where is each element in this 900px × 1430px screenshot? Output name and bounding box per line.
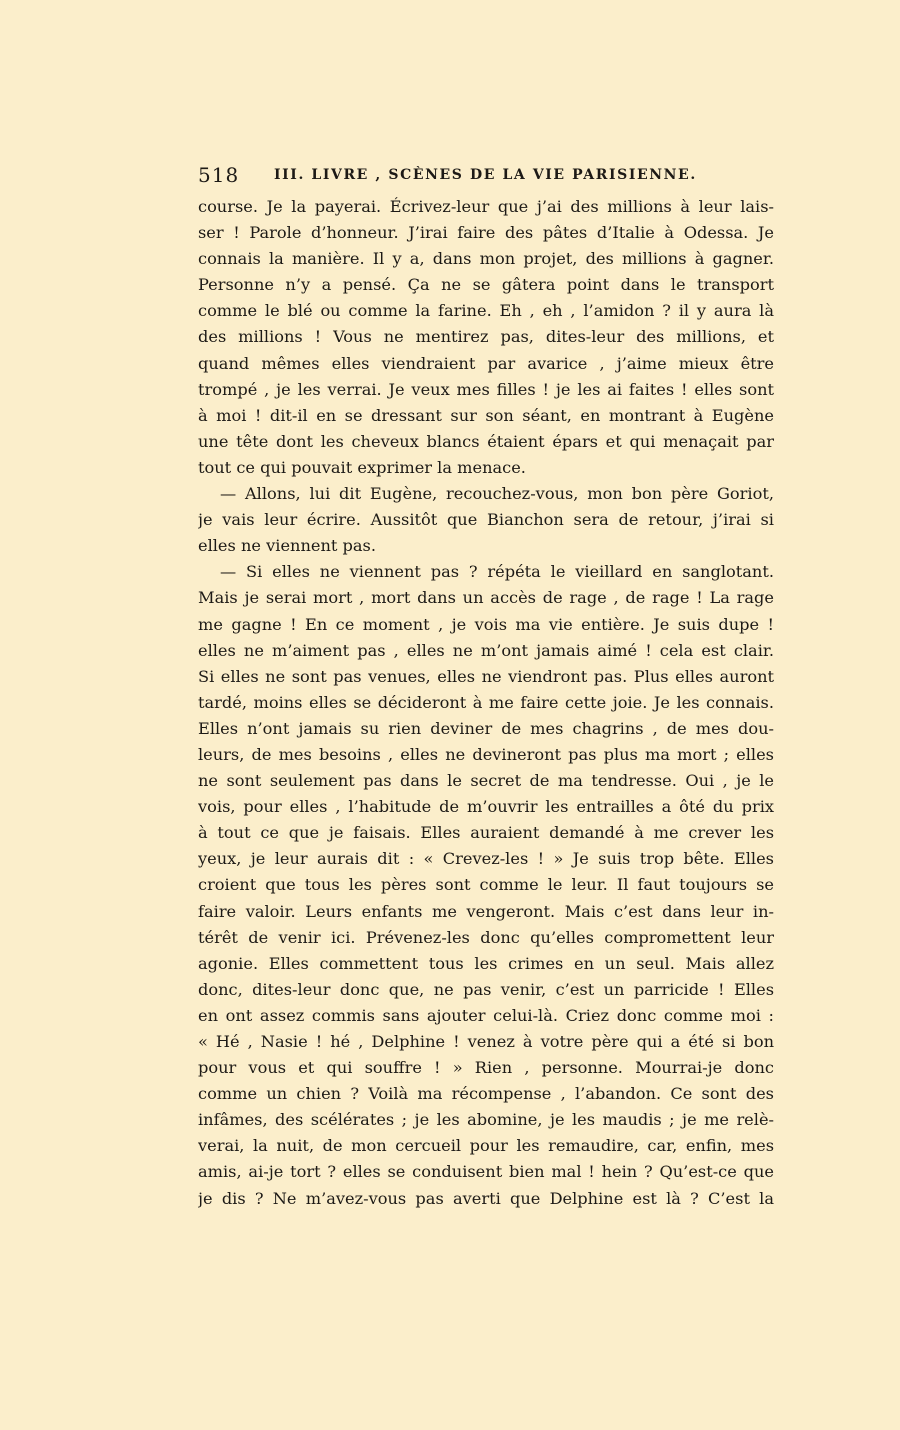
running-title: III. LIVRE , SCÈNES DE LA VIE PARISIENNE. [274, 167, 697, 183]
text-line: donc, dites-leur donc que, ne pas venir, c’est un parricide ! Elles [198, 979, 774, 999]
text-line: Elles n’ont jamais su rien deviner de mes chagrins , de mes dou- [198, 718, 774, 738]
text-line: ser ! Parole d’honneur. J’irai faire des pâtes d’Italie à Odessa. Je [198, 223, 774, 243]
text-line: quand mêmes elles viendraient par avarice , j’aime mieux être [198, 353, 774, 373]
text-line: elles ne m’aiment pas , elles ne m’ont jamais aimé ! cela est clair. [198, 640, 774, 660]
text-line: leurs, de mes besoins , elles ne devineront pas plus ma mort ; elles [198, 744, 774, 764]
text-line: connais la manière. Il y a, dans mon projet, des millions à gagner. [198, 249, 774, 269]
text-line: tout ce qui pouvait exprimer la menace. [198, 457, 526, 477]
text-line: faire valoir. Leurs enfants me vengeront. Mais c’est dans leur in- [198, 901, 774, 921]
text-line: croient que tous les pères sont comme le leur. Il faut toujours se [198, 875, 774, 895]
text-line: — Si elles ne viennent pas ? répéta le vieillard en sanglotant. [220, 562, 774, 582]
text-line: me gagne ! En ce moment , je vois ma vie entière. Je suis dupe ! [198, 614, 774, 634]
text-line: — Allons, lui dit Eugène, recouchez-vous, mon bon père Goriot, [220, 484, 774, 504]
text-line: à moi ! dit-il en se dressant sur son séant, en montrant à Eugène [198, 405, 774, 425]
text-line: à tout ce que je faisais. Elles auraient demandé à me crever les [198, 823, 774, 843]
text-line: ne sont seulement pas dans le secret de ma tendresse. Oui , je le [198, 771, 774, 791]
text-line: je vais leur écrire. Aussitôt que Bianchon sera de retour, j’irai si [198, 510, 774, 530]
text-line: Personne n’y a pensé. Ça ne se gâtera point dans le transport [198, 275, 774, 295]
text-line: verai, la nuit, de mon cercueil pour les remaudire, car, enfin, mes [198, 1136, 774, 1156]
body-text [198, 194, 774, 1212]
text-line: pour vous et qui souffre ! » Rien , personne. Mourrai-je donc [198, 1058, 774, 1078]
text-line: comme le blé ou comme la farine. Eh , eh , l’amidon ? il y aura là [198, 301, 774, 321]
running-head [198, 160, 774, 190]
text-line: trompé , je les verrai. Je veux mes filles ! je les ai faites ! elles sont [198, 379, 774, 399]
text-line: une tête dont les cheveux blancs étaient épars et qui menaçait par [198, 431, 774, 451]
text-line: Mais je serai mort , mort dans un accès de rage , de rage ! La rage [198, 588, 774, 608]
text-line: course. Je la payerai. Écrivez-leur que j’ai des millions à leur lais- [198, 197, 774, 216]
text-line: Si elles ne sont pas venues, elles ne viendront pas. Plus elles auront [198, 666, 774, 686]
text-line: « Hé , Nasie ! hé , Delphine ! venez à votre père qui a été si bon [198, 1032, 774, 1051]
text-line: térêt de venir ici. Prévenez-les donc qu’elles compromettent leur [198, 927, 774, 947]
text-line: yeux, je leur aurais dit : « Crevez-les ! » Je suis trop bête. Elles [198, 849, 774, 869]
text-line: en ont assez commis sans ajouter celui-là. Criez donc comme moi : [198, 1005, 774, 1025]
text-line: comme un chien ? Voilà ma récompense , l’abandon. Ce sont des [198, 1084, 774, 1104]
text-line: amis, ai-je tort ? elles se conduisent bien mal ! hein ? Qu’est-ce que [198, 1162, 774, 1182]
text-line: des millions ! Vous ne mentirez pas, dites-leur des millions, et [198, 327, 774, 347]
text-line: infâmes, des scélérates ; je les abomine, je les maudis ; je me relè- [198, 1110, 774, 1130]
text-line: elles ne viennent pas. [198, 536, 376, 556]
text-line: je dis ? Ne m’avez-vous pas averti que Delphine est là ? C’est la [198, 1188, 774, 1208]
text-line: agonie. Elles commettent tous les crimes en un seul. Mais allez [198, 953, 774, 973]
page-number: 518 [198, 163, 240, 187]
text-line: vois, pour elles , l’habitude de m’ouvrir les entrailles a ôté du prix [198, 797, 774, 817]
text-line: tardé, moins elles se décideront à me faire cette joie. Je les connais. [198, 692, 774, 712]
